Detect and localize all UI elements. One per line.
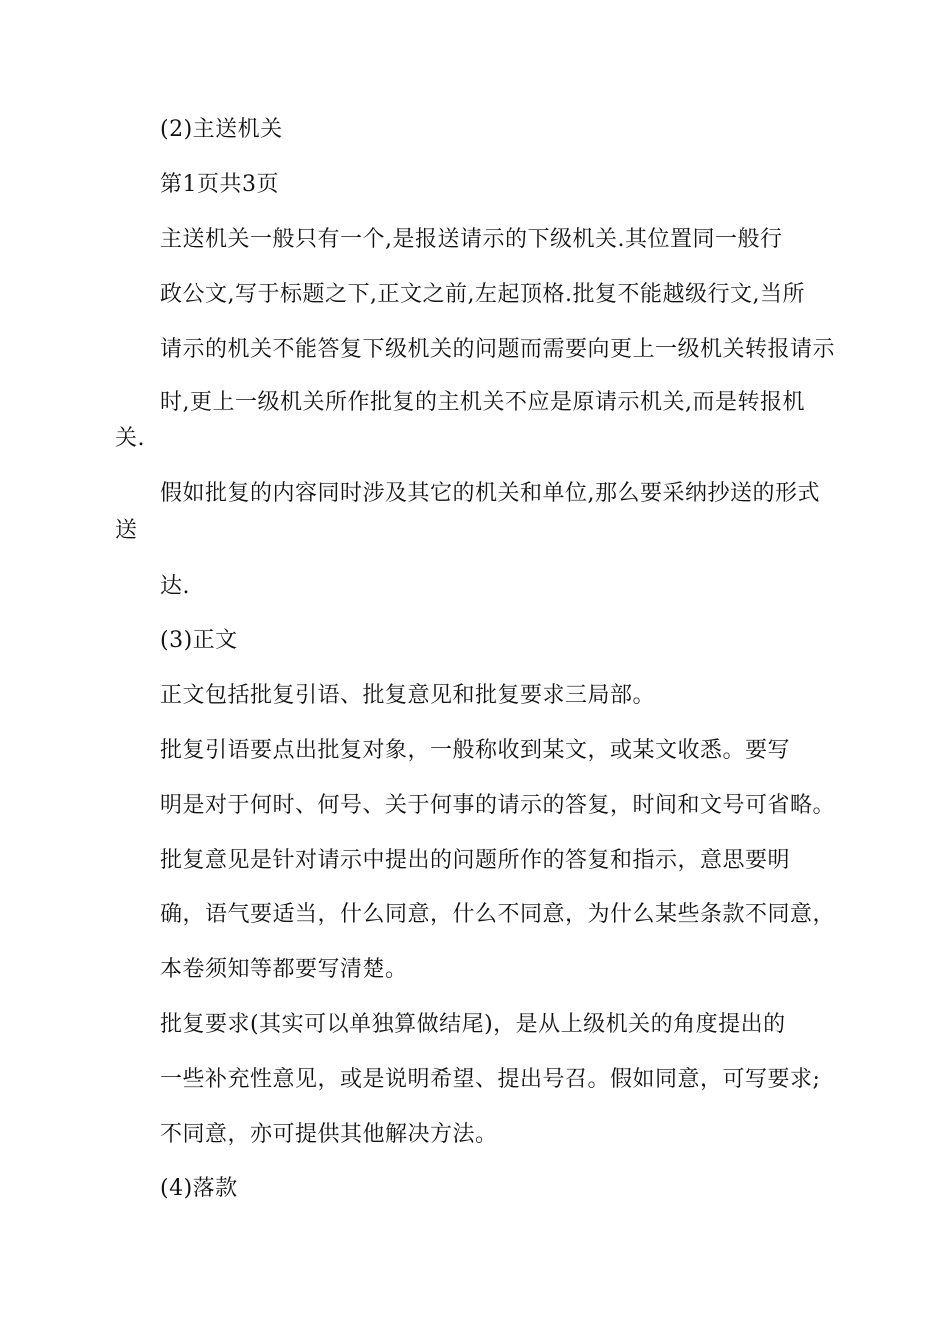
paragraph-line: 政公文,写于标题之下,正文之前,左起顶格.批复不能越级行文,当所 [160, 282, 805, 307]
paragraph-line: 主送机关一般只有一个,是报送请示的下级机关.其位置同一般行 [160, 227, 783, 252]
paragraph-line: 确，语气要适当，什么同意，什么不同意，为什么某些条款不同意， [160, 902, 836, 927]
paragraph-line: 明是对于何时、何号、关于何事的请示的答复，时间和文号可省略。 [160, 793, 836, 818]
section-heading: (4)落款 [160, 1176, 238, 1201]
paragraph-line: 不同意，亦可提供其他解决方法。 [160, 1122, 498, 1147]
section-heading: (3)正文 [160, 628, 238, 653]
page-number: 第1页共3页 [160, 172, 279, 197]
paragraph-line: 关. [115, 426, 145, 451]
section-heading: (2)主送机关 [160, 117, 283, 142]
paragraph-line: 假如批复的内容同时涉及其它的机关和单位,那么要采纳抄送的形式 [160, 481, 820, 506]
paragraph-line: 批复意见是针对请示中提出的问题所作的答复和指示，意思要明 [160, 848, 791, 873]
paragraph-line: 批复要求(其实可以单独算做结尾)，是从上级机关的角度提出的 [160, 1012, 786, 1037]
paragraph-line: 批复引语要点出批复对象，一般称收到某文，或某文收悉。要写 [160, 738, 791, 763]
paragraph-line: 时,更上一级机关所作批复的主机关不应是原请示机关,而是转报机 [160, 390, 805, 415]
paragraph-line: 送 [115, 518, 138, 543]
paragraph-line: 正文包括批复引语、批复意见和批复要求三局部。 [160, 683, 656, 708]
paragraph-line: 一些补充性意见，或是说明希望、提出号召。假如同意，可写要求; [160, 1067, 821, 1092]
paragraph-line: 达. [160, 574, 190, 599]
paragraph-line: 本卷须知等都要写清楚。 [160, 957, 408, 982]
paragraph-line: 请示的机关不能答复下级机关的问题而需要向更上一级机关转报请示 [160, 337, 836, 362]
